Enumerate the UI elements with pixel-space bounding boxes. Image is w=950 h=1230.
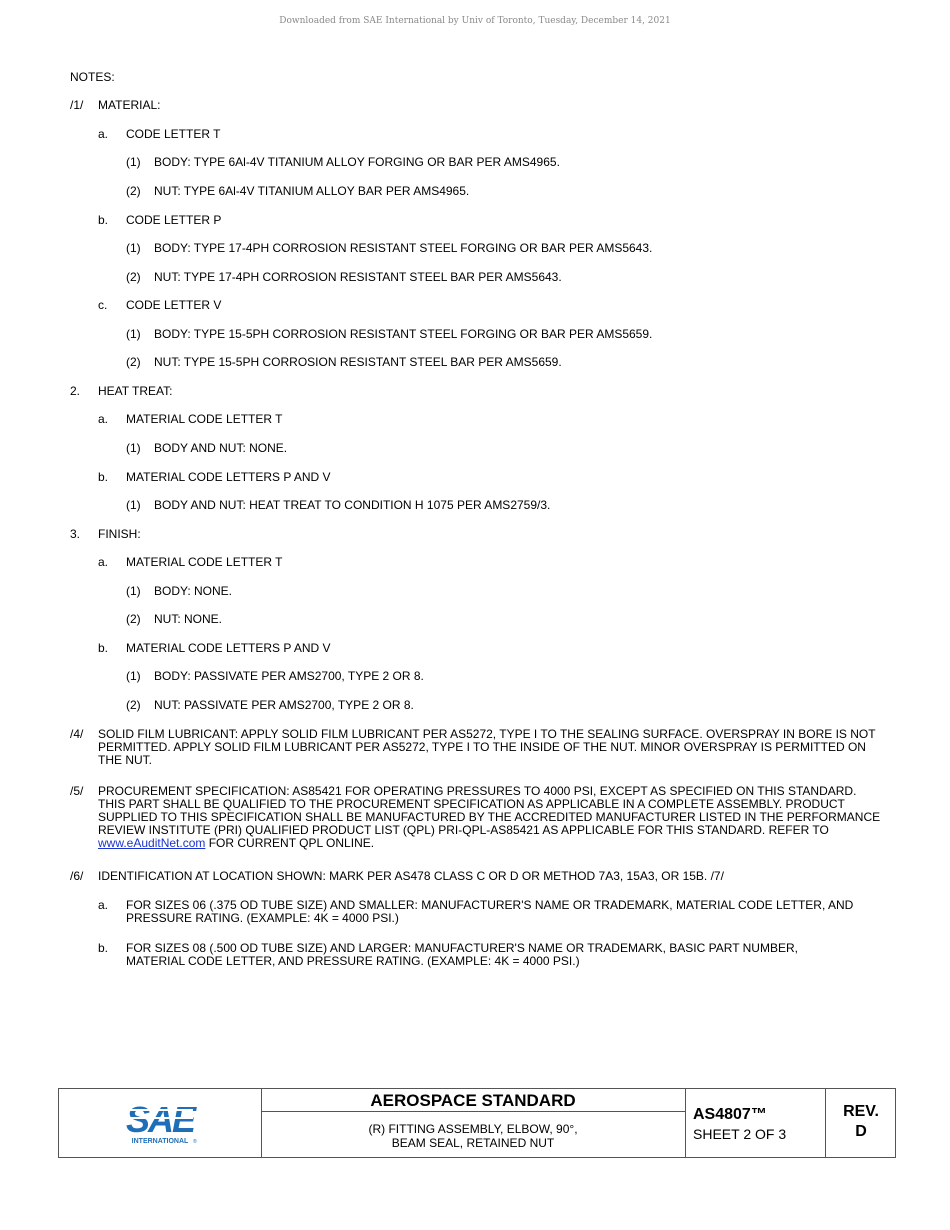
download-watermark: Downloaded from SAE International by Univ of Toronto, Tuesday, December 14, 2021 bbox=[279, 16, 671, 26]
item-number: (1) bbox=[126, 241, 141, 255]
item-text: BODY AND NUT: NONE. bbox=[154, 441, 288, 455]
note-number: /6/ bbox=[70, 869, 84, 883]
item-number: (2) bbox=[126, 698, 141, 712]
eauditnet-link[interactable]: www.eAuditNet.com bbox=[98, 836, 206, 850]
item-text: BODY: NONE. bbox=[154, 584, 233, 598]
notes-heading: NOTES: bbox=[70, 70, 115, 84]
item-text: NUT: TYPE 6Al-4V TITANIUM ALLOY BAR PER AMS4965. bbox=[154, 184, 470, 198]
item-text: BODY: TYPE 15-5PH CORROSION RESISTANT STEEL FORGING OR BAR PER AMS5659. bbox=[154, 327, 653, 341]
note-number: 3. bbox=[70, 527, 81, 541]
item-text: NUT: TYPE 15-5PH CORROSION RESISTANT STEEL BAR PER AMS5659. bbox=[154, 355, 562, 369]
item-number: (1) bbox=[126, 669, 141, 683]
item-text: BODY: TYPE 17-4PH CORROSION RESISTANT STEEL FORGING OR BAR PER AMS5643. bbox=[154, 241, 653, 255]
logo-wordmark: SAE bbox=[125, 1099, 195, 1140]
item-number: (1) bbox=[126, 327, 141, 341]
part-title-line-2: BEAM SEAL, RETAINED NUT bbox=[391, 1136, 555, 1150]
note-number: /1/ bbox=[70, 98, 84, 112]
note-text: FINISH: bbox=[98, 527, 141, 541]
item-text: NUT: NONE. bbox=[154, 612, 223, 626]
note-text: MATERIAL: bbox=[98, 98, 161, 112]
logo-cell bbox=[59, 1089, 262, 1157]
document-number: AS4807™ bbox=[693, 1106, 767, 1123]
item-number: (2) bbox=[126, 612, 141, 626]
subnote-letter: b. bbox=[98, 213, 109, 227]
standard-heading: AEROSPACE STANDARD bbox=[261, 1089, 685, 1112]
item-number: (1) bbox=[126, 441, 141, 455]
item-number: (1) bbox=[126, 584, 141, 598]
item-number: (2) bbox=[126, 184, 141, 198]
subnote-letter: a. bbox=[98, 898, 109, 912]
item-number: (2) bbox=[126, 355, 141, 369]
subnote-letter: a. bbox=[98, 412, 109, 426]
item-text: NUT: PASSIVATE PER AMS2700, TYPE 2 OR 8. bbox=[154, 698, 414, 712]
sheet-number: SHEET 2 OF 3 bbox=[693, 1126, 787, 1142]
note-number: /5/ bbox=[70, 784, 84, 798]
item-text: BODY AND NUT: HEAT TREAT TO CONDITION H 1075 PER AMS2759/3. bbox=[154, 498, 551, 512]
note-text: SOLID FILM LUBRICANT: APPLY SOLID FILM LUBRICANT PER AS5272, TYPE I TO THE SEALING SURFACE. OVERSPRAY IN BORE IS NOT PERMITTED. APPLY SOLID FILM LUBRICANT PER AS5272, TYPE I TO THE INSIDE OF THE NUT. MINOR OVERSPRAY IS PERMITTED ON THE NUT. bbox=[98, 727, 876, 767]
note-number: 2. bbox=[70, 384, 81, 398]
registered-mark: ® bbox=[193, 1139, 197, 1145]
item-text: BODY: PASSIVATE PER AMS2700, TYPE 2 OR 8. bbox=[154, 669, 424, 683]
subnote-letter: c. bbox=[98, 298, 108, 312]
subnote-text: FOR SIZES 08 (.500 OD TUBE SIZE) AND LARGER: MANUFACTURER'S NAME OR TRADEMARK, BASIC PART NUMBER, MATERIAL CODE LETTER, AND PRESSURE RATING. (EXAMPLE: 4K = 4000 PSI.) bbox=[126, 941, 798, 968]
sae-logo-icon bbox=[59, 1089, 261, 1157]
note-text: IDENTIFICATION AT LOCATION SHOWN: MARK PER AS478 CLASS C OR D OR METHOD 7A3, 15A3, OR 15B. /7/ bbox=[98, 869, 724, 883]
note-text: HEAT TREAT: bbox=[98, 384, 173, 398]
subnote-text: MATERIAL CODE LETTERS P AND V bbox=[126, 470, 331, 484]
subnote-text: MATERIAL CODE LETTERS P AND V bbox=[126, 641, 331, 655]
item-number: (1) bbox=[126, 498, 141, 512]
revision-cell bbox=[826, 1089, 896, 1157]
subnote-text: CODE LETTER T bbox=[126, 127, 221, 141]
subnote-text: FOR SIZES 06 (.375 OD TUBE SIZE) AND SMALLER: MANUFACTURER'S NAME OR TRADEMARK, MATERIAL CODE LETTER, AND PRESSURE RATING. (EXAMPLE: 4K = 4000 PSI.) bbox=[126, 898, 854, 925]
subnote-letter: b. bbox=[98, 941, 109, 955]
part-title bbox=[261, 1122, 685, 1150]
item-text: NUT: TYPE 17-4PH CORROSION RESISTANT STEEL BAR PER AMS5643. bbox=[154, 270, 562, 284]
subnote-letter: a. bbox=[98, 127, 109, 141]
subnote-text: CODE LETTER P bbox=[126, 213, 222, 227]
note-text bbox=[98, 785, 884, 850]
document-cell bbox=[685, 1089, 826, 1157]
item-number: (2) bbox=[126, 270, 141, 284]
title-cell bbox=[261, 1089, 686, 1157]
subnote-letter: b. bbox=[98, 641, 109, 655]
logo-subtext: INTERNATIONAL bbox=[131, 1138, 189, 1145]
item-text: BODY: TYPE 6Al-4V TITANIUM ALLOY FORGING OR BAR PER AMS4965. bbox=[154, 155, 560, 169]
title-block bbox=[58, 1088, 896, 1158]
revision-value: D bbox=[855, 1123, 867, 1140]
note-number: /4/ bbox=[70, 727, 84, 741]
item-number: (1) bbox=[126, 155, 141, 169]
subnote-text: MATERIAL CODE LETTER T bbox=[126, 412, 283, 426]
note-text-after-link: FOR CURRENT QPL ONLINE. bbox=[205, 836, 375, 850]
subnote-letter: a. bbox=[98, 555, 109, 569]
subnote-text: CODE LETTER V bbox=[126, 298, 222, 312]
revision-label: REV. bbox=[843, 1103, 879, 1120]
subnote-text: MATERIAL CODE LETTER T bbox=[126, 555, 283, 569]
subnote-letter: b. bbox=[98, 470, 109, 484]
part-title-line-1: (R) FITTING ASSEMBLY, ELBOW, 90°, bbox=[368, 1122, 578, 1136]
note-text-before-link: PROCUREMENT SPECIFICATION: AS85421 FOR OPERATING PRESSURES TO 4000 PSI, EXCEPT AS SPECIFIED ON THIS STANDARD. THIS PART SHALL BE QUALIFIED TO THE PROCUREMENT SPECIFICATION AS APPLICABLE IN A COMPLETE ASSEMBLY. PRODUCT SUPPLIED TO THIS SPECIFICATION SHALL BE MANUFACTURED BY THE ACCREDITED MANUFACTURER LISTED IN THE PERFORMANCE REVIEW INSTITUTE (PRI) QUALIFIED PRODUCT LIST (QPL) PRI-QPL-AS85421 AS APPLICABLE FOR THIS STANDARD. REFER TO bbox=[98, 784, 881, 837]
